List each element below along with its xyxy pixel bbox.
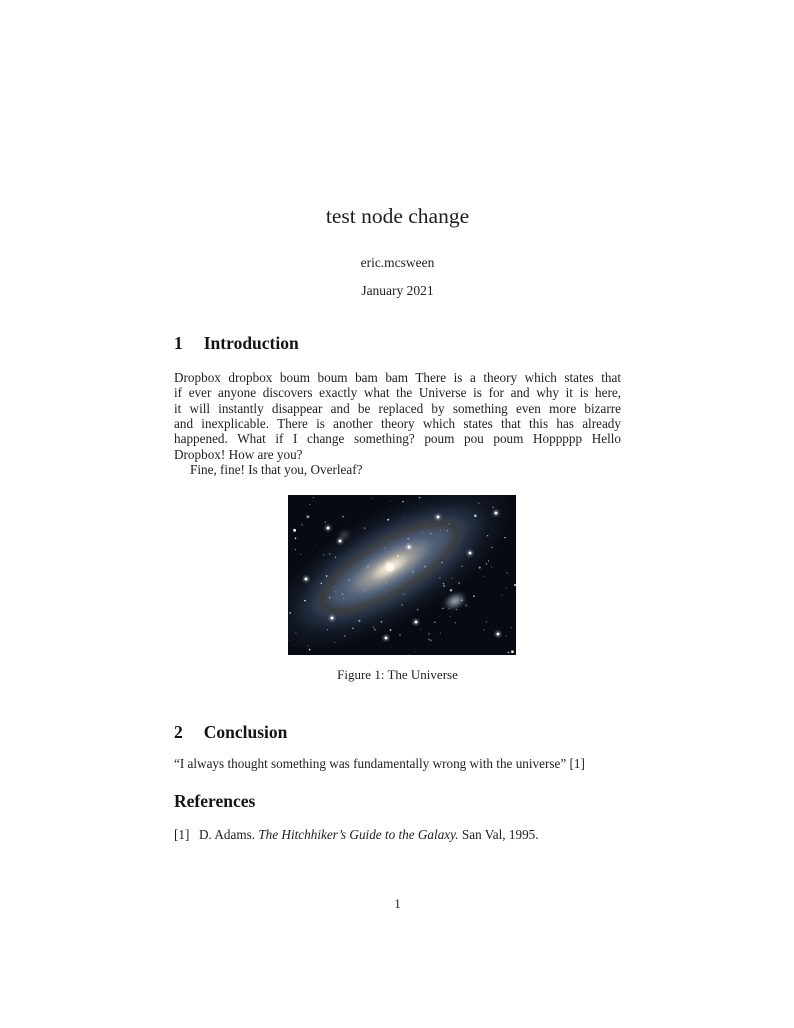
- section-heading-introduction: [174, 333, 621, 354]
- page-number: 1: [394, 896, 401, 911]
- conclusion-quote: “I always thought something was fundamentally wrong with the universe” [1]: [174, 756, 585, 771]
- reference-label: [1]: [174, 827, 190, 842]
- section-heading-references: References: [174, 791, 256, 811]
- section-title: Introduction: [203, 333, 299, 353]
- document-author: eric.mcsween: [360, 255, 435, 270]
- paragraph-line: happened. What if I change something? poum pou poum Hoppppp Hello: [174, 431, 621, 447]
- paragraph-line: and inexplicable. There is another theory which states that this has already: [174, 416, 621, 432]
- reference-entry: [174, 827, 621, 842]
- paragraph-line: Dropbox dropbox boum boum bam bam There is a theory which states that: [174, 370, 621, 385]
- section-title: Conclusion: [203, 722, 288, 742]
- section-number: 2: [174, 722, 183, 742]
- paragraph-line: if ever anyone discovers exactly what the Universe is for and why it is here,: [174, 385, 621, 401]
- second-paragraph: Fine, fine! Is that you, Overleaf?: [190, 462, 363, 478]
- paragraph-line: Dropbox! How are you?: [174, 446, 303, 462]
- reference-title-italic: The Hitchhiker’s Guide to the Galaxy.: [258, 827, 459, 842]
- reference-text: D. Adams. The Hitchhiker’s Guide to the Galaxy. San Val, 1995.: [199, 827, 539, 842]
- figure-galaxy-image: [288, 495, 516, 655]
- galaxy-illustration: [288, 495, 516, 655]
- section-heading-conclusion: [174, 722, 621, 743]
- paragraph-line: it will instantly disappear and be replaced by something even more bizarre: [174, 400, 621, 416]
- figure-caption: Figure 1: The Universe: [337, 667, 458, 682]
- introduction-paragraph: [174, 370, 621, 477]
- document-title: test node change: [325, 204, 470, 228]
- section-number: 1: [174, 333, 183, 353]
- document-date: January 2021: [361, 283, 434, 298]
